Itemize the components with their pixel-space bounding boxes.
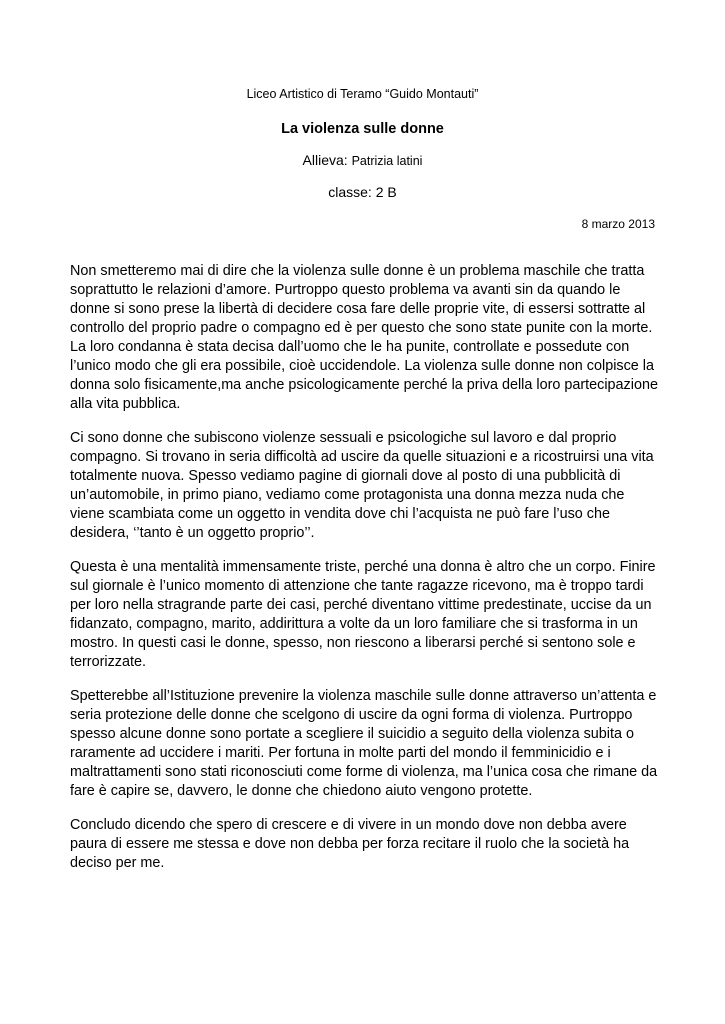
student-label: Allieva: [302,152,348,168]
school-name: Liceo Artistico di Teramo “Guido Montauti” [246,87,479,101]
paragraph: Ci sono donne che subiscono violenze sessuali e psicologiche sul lavoro e dal proprio compagno. Si trovano in seria difficoltà ad uscire da quelle situazioni e a ricostruirsi una vita totalmente nuova. Spesso vediamo pagine di giornali dove al posto di una pubblicità di un’automobile, in primo piano, vediamo come protagonista una donna mezza nuda che viene scambiata come un oggetto in vendita dove chi l’acquista ne può fare l’uso che desidera, ‘’tanto è un oggetto proprio’’. [70,430,654,541]
student-name: Patrizia latini [351,154,423,168]
class-line: classe: 2 B [328,184,397,200]
paragraph: Non smetteremo mai di dire che la violenza sulle donne è un problema maschile che tratta soprattutto le relazioni d’amore. Purtroppo questo problema va avanti sin da quando le donne si sono prese la libertà di decidere cosa fare delle proprie vite, di essersi sottratte al controllo del proprio padre o compagno ed è per questo che sono state punite con la morte. La loro condanna è stata decisa dall’uomo che le ha punite, controllate e possedute con l’unico modo che gli era possibile, cioè uccidendole. La violenza sulle donne non colpisce la donna solo fisicamente,ma anche psicologicamente perché la priva della loro partecipazione alla vita pubblica. [70,263,658,412]
paragraph: Questa è una mentalità immensamente triste, perché una donna è altro che un corpo. Finire sul giornale è l’unico momento di attenzione che tante ragazze ricevono, ma è troppo tardi per loro nella stragrande parte dei casi, perché diventano vittime predestinate, uccise da un fidanzato, compagno, marito, addirittura a volte da un loro familiare che si trasforma in un mostro. In questi casi le donne, spesso, non riescono a liberarsi perché si sentono sole e terrorizzate. [70,559,656,670]
student-line [0,151,725,170]
essay-body [70,262,660,888]
paragraph: Concludo dicendo che spero di crescere e di vivere in un mondo dove non debba avere paura di essere me stessa e dove non debba per forza recitare il ruolo che la società ha deciso per me. [70,817,630,871]
document-date: 8 marzo 2013 [581,217,655,231]
paragraph: Spetterebbe all’Istituzione prevenire la violenza maschile sulle donne attraverso un’attenta e seria protezione delle donne che scelgono di uscire da ogni forma di violenza. Purtroppo spesso alcune donne sono portate a scegliere il suicidio a seguito della violenza subita o raramente ad uccidere i mariti. Per fortuna in molte parti del mondo il femminicidio e i maltrattamenti sono stati riconosciuti come forme di violenza, ma l’unica cosa che rimane da fare è capire se, davvero, le donne che chiedono aiuto vengono protette. [70,688,658,799]
essay-title: La violenza sulle donne [281,121,444,137]
